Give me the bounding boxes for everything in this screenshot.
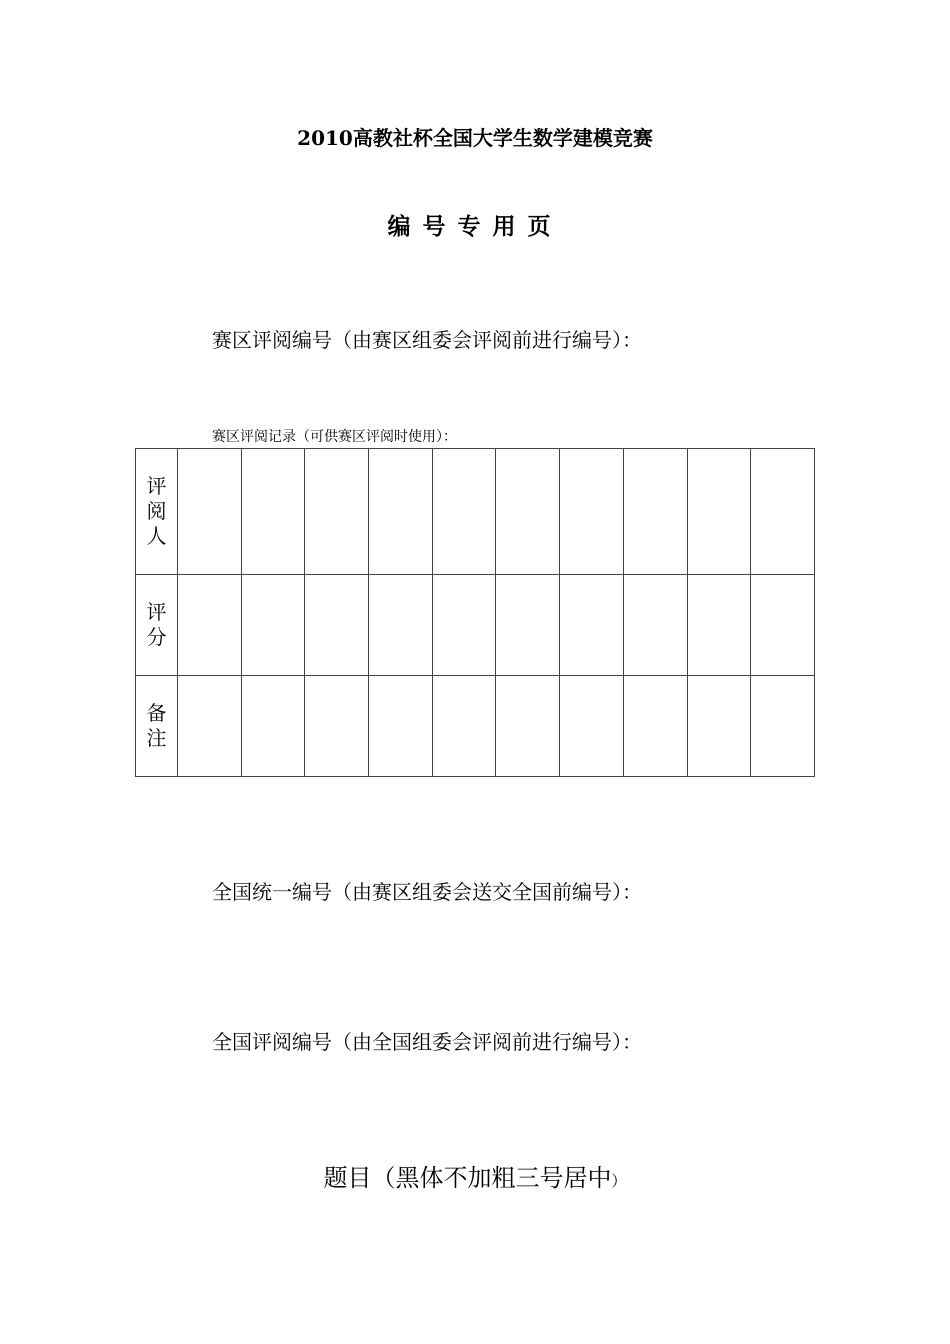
table-cell[interactable] xyxy=(496,449,560,575)
table-cell[interactable] xyxy=(432,676,496,777)
table-cell[interactable] xyxy=(178,449,242,575)
topic-text: 题目（黑体不加粗三号居中 xyxy=(323,1164,612,1192)
table-cell[interactable] xyxy=(496,575,560,676)
table-cell[interactable] xyxy=(432,449,496,575)
table-cell[interactable] xyxy=(178,676,242,777)
table-cell[interactable] xyxy=(623,449,687,575)
table-cell[interactable] xyxy=(751,676,815,777)
table-row xyxy=(136,575,815,676)
table-cell[interactable] xyxy=(369,449,433,575)
table-cell[interactable] xyxy=(687,575,751,676)
review-record-table xyxy=(135,448,815,777)
topic-close-paren: ） xyxy=(611,1172,627,1190)
table-cell[interactable] xyxy=(751,449,815,575)
page-subtitle: 编号专用页 xyxy=(387,213,563,240)
table-cell[interactable] xyxy=(496,676,560,777)
table-cell[interactable] xyxy=(560,575,624,676)
table-cell[interactable] xyxy=(560,676,624,777)
table-cell[interactable] xyxy=(178,575,242,676)
regional-review-number-label: 赛区评阅编号（由赛区组委会评阅前进行编号）： xyxy=(212,328,642,352)
table-cell[interactable] xyxy=(241,676,305,777)
table-cell[interactable] xyxy=(623,575,687,676)
table-cell[interactable] xyxy=(305,449,369,575)
table-cell[interactable] xyxy=(305,575,369,676)
table-cell[interactable] xyxy=(560,449,624,575)
table-cell[interactable] xyxy=(687,449,751,575)
row-header-remarks: 备注 xyxy=(136,676,178,777)
table-cell[interactable] xyxy=(369,575,433,676)
table-cell[interactable] xyxy=(432,575,496,676)
table-cell[interactable] xyxy=(751,575,815,676)
table-cell[interactable] xyxy=(241,449,305,575)
national-unified-number-label: 全国统一编号（由赛区组委会送交全国前编号）： xyxy=(212,880,642,904)
table-cell[interactable] xyxy=(623,676,687,777)
table-cell[interactable] xyxy=(369,676,433,777)
table-cell[interactable] xyxy=(241,575,305,676)
topic-heading xyxy=(0,1158,950,1193)
regional-review-record-label: 赛区评阅记录（可供赛区评阅时使用）： xyxy=(212,429,457,445)
document-title: 2010高教社杯全国大学生数学建模竞赛 xyxy=(297,126,653,150)
table-row xyxy=(136,676,815,777)
table-cell[interactable] xyxy=(305,676,369,777)
national-review-number-label: 全国评阅编号（由全国组委会评阅前进行编号）： xyxy=(212,1030,642,1054)
table-cell[interactable] xyxy=(687,676,751,777)
row-header-score: 评分 xyxy=(136,575,178,676)
table-row xyxy=(136,449,815,575)
row-header-reviewer: 评阅人 xyxy=(136,449,178,575)
